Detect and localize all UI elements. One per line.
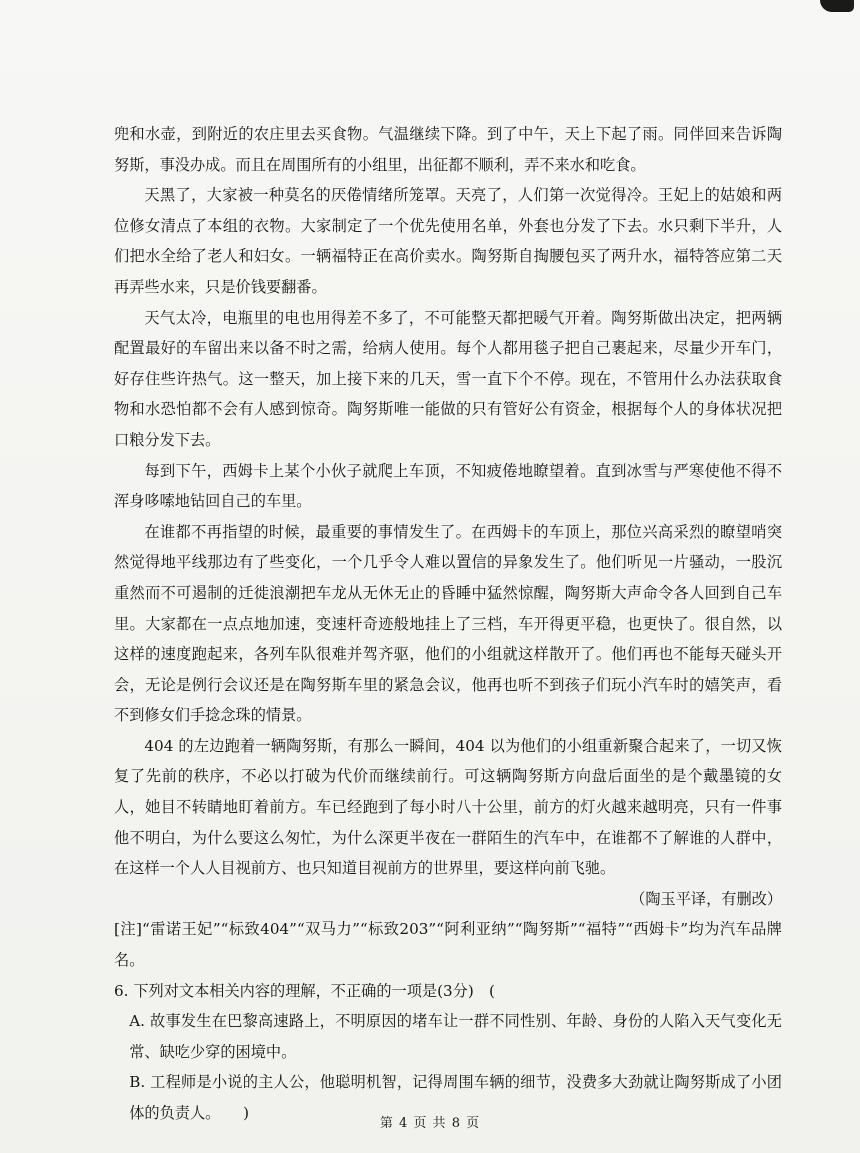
question-6-stem: 6. 下列对文本相关内容的理解，不正确的一项是(3分) ( [114, 981, 495, 1000]
paragraph-5: 在谁都不再指望的时候，最重要的事情发生了。在西姆卡的车顶上，那位兴高采烈的瞭望哨突然觉得地平线那边有了些变化，一个几乎令人难以置信的异象发生了。他们听见一片骚动，一股沉重然而不可遏制的迁徙浪潮把车龙从无休无止的昏睡中猛然惊醒，陶努斯大声命令各人回到自己车里。大家都在一点点地加速，变速杆奇迹般地挂上了三档，车开得更平稳，也更快了。很自然，以这样的速度跑起来，各列车队很难并驾齐驱，他们的小组就这样散开了。他们再也不能每天碰头开会，无论是例行会议还是在陶努斯车里的紧急会议，他再也听不到孩子们玩小汽车时的嬉笑声，看不到修女们手捻念珠的情景。 [114, 522, 782, 725]
paragraph-1: 兜和水壶，到附近的农庄里去买食物。气温继续下降。到了中午，天上下起了雨。同伴回来告诉陶努斯，事没办成。而且在周围所有的小组里，出征都不顺利，弄不来水和吃食。 [114, 125, 782, 174]
footnote: [注]“雷诺王妃”“标致404”“双马力”“标致203”“阿利亚纳”“陶努斯”“福特”“西姆卡”均为汽车品牌名。 [114, 920, 782, 970]
paragraph-6: 404 的左边跑着一辆陶努斯，有那么一瞬间，404 以为他们的小组重新聚合起来了，一切又恢复了先前的秩序，不必以打破为代价而继续前行。可这辆陶努斯方向盘后面坐的是个戴墨镜的女人，她目不转睛地盯着前方。车已经跑到了每小时八十公里，前方的灯火越来越明亮，只有一件事他不明白，为什么要这么匆忙，为什么深更半夜在一群陌生的汽车中，在谁都不了解谁的人群中，在这样一个人人目视前方、也只知道目视前方的世界里，要这样向前飞驰。 [114, 736, 782, 878]
paragraph-2: 天黑了，大家被一种莫名的厌倦情绪所笼罩。天亮了，人们第一次觉得冷。王妃上的姑娘和两位修女清点了本组的衣物。大家制定了一个优先使用名单，外套也分发了下去。水只剩下半升，人们把水全给了老人和妇女。一辆福特正在高价卖水。陶努斯自掏腰包买了两升水，福特答应第二天再弄些水来，只是价钱要翻番。 [114, 186, 782, 296]
page-number: 第 4 页 共 8 页 [379, 1116, 481, 1131]
paragraph-3: 天气太冷，电瓶里的电也用得差不多了，不可能整天都把暖气开着。陶努斯做出决定，把两辆配置最好的车留出来以备不时之需，给病人使用。每个人都用毯子把自己裹起来，尽量少开车门，好存住些许热气。这一整天，加上接下来的几天，雪一直下个不停。现在，不管用什么办法获取食物和水恐怕都不会有人感到惊奇。陶努斯唯一能做的只有管好公有资金，根据每个人的身体状况把口粮分发下去。 [114, 308, 782, 449]
translator-credit: （陶玉平译，有删改） [630, 889, 782, 908]
option-b: B. 工程师是小说的主人公，他聪明机智，记得周围车辆的细节，没费多大劲就让陶努斯成了小团体的负责人。 ) [129, 1073, 782, 1122]
paragraph-4: 每到下午，西姆卡上某个小伙子就爬上车顶，不知疲倦地瞭望着。直到冰雪与严寒使他不得不浑身哆嗦地钻回自己的车里。 [114, 461, 782, 511]
article-body [114, 119, 782, 1129]
corner-ink-mark [820, 0, 854, 12]
option-a: A. 故事发生在巴黎高速路上，不明原因的堵车让一群不同性别、年龄、身份的人陷入天气变化无常、缺吃少穿的困境中。 [129, 1012, 782, 1061]
